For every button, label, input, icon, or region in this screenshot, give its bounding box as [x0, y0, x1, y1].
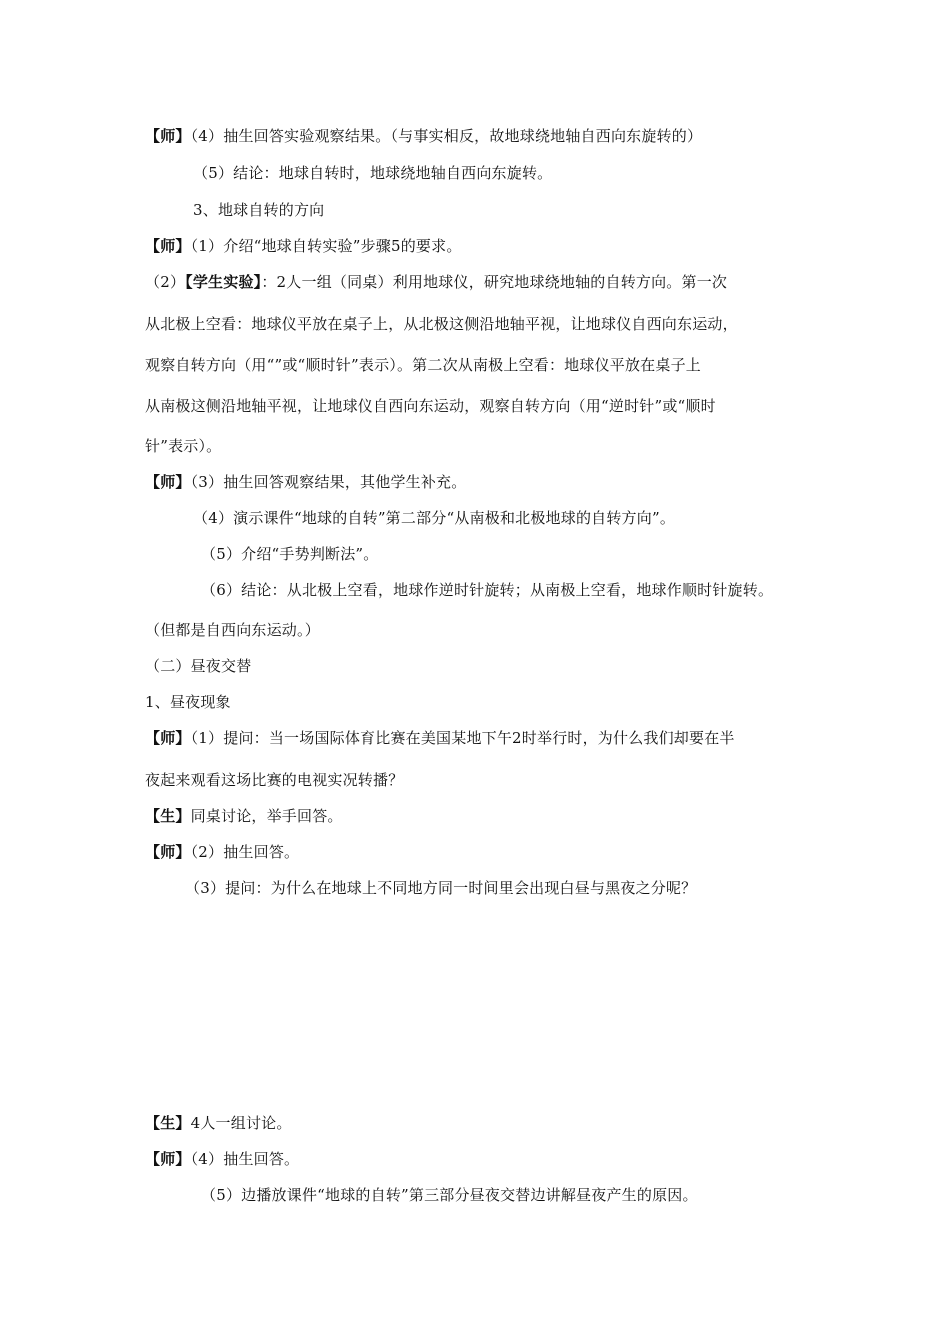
text-line — [145, 770, 403, 790]
section-heading — [145, 656, 251, 676]
text-line — [145, 472, 466, 492]
line-text: 从北极上空看：地球仪平放在桌子上，从北极这侧沿地轴平视，让地球仪自西向东运动， — [145, 315, 738, 333]
line-text: 夜起来观看这场比赛的电视实况转播？ — [145, 771, 404, 789]
speaker-tag: 【师】 — [145, 843, 191, 861]
text-line — [201, 1185, 698, 1205]
line-text: 4人一组讨论。 — [190, 1114, 292, 1132]
line-text: （5）结论：地球自转时，地球绕地轴自西向东旋转。 — [193, 164, 553, 182]
line-text: 观察自转方向（用“”或“顺时针”表示）。第二次从南极上空看：地球仪平放在桌子上 — [145, 356, 701, 374]
line-text: （3）提问：为什么在地球上不同地方同一时间里会出现白昼与黑夜之分呢？ — [185, 879, 697, 897]
text-line — [193, 163, 552, 183]
line-text: （5）边播放课件“地球的自转”第三部分昼夜交替边讲解昼夜产生的原因。 — [201, 1186, 698, 1204]
text-line — [145, 806, 343, 826]
text-line — [185, 878, 696, 898]
subsection-heading — [145, 692, 231, 712]
text-line — [201, 580, 773, 600]
line-text: （4）抽生回答实验观察结果。（与事实相反，故地球绕地轴自西向东旋转的） — [190, 127, 703, 145]
line-prefix: （2） — [145, 273, 186, 291]
line-text: （1）提问：当一场国际体育比赛在美国某地下午2时举行时，为什么我们却要在半 — [190, 729, 735, 747]
text-line — [145, 436, 221, 456]
text-line — [145, 236, 462, 256]
line-text: （4）演示课件“地球的自转”第二部分“从南极和北极地球的自转方向”。 — [193, 509, 676, 527]
text-line — [145, 126, 702, 146]
line-text: （2）抽生回答。 — [190, 843, 300, 861]
text-line — [145, 355, 701, 375]
speaker-tag: 【生】 — [145, 807, 191, 825]
text-line — [145, 842, 299, 862]
line-text: ：2人一组（同桌）利用地球仪，研究地球绕地轴的自转方向。第一次 — [261, 273, 728, 291]
text-line — [145, 728, 735, 748]
line-text: （4）抽生回答。 — [190, 1150, 300, 1168]
line-text: （但都是自西向东运动。） — [145, 621, 320, 639]
speaker-tag: 【师】 — [145, 473, 191, 491]
speaker-tag: 【师】 — [145, 1150, 191, 1168]
text-line — [145, 1113, 292, 1133]
line-text: 从南极这侧沿地轴平视，让地球仪自西向东运动，观察自转方向（用“逆时针”或“顺时 — [145, 397, 716, 415]
text-line — [145, 314, 738, 334]
text-line — [201, 544, 378, 564]
text-line — [193, 200, 324, 220]
line-text: 1、昼夜现象 — [145, 693, 231, 711]
speaker-tag: 【学生实验】 — [185, 273, 262, 291]
line-text: 同桌讨论，举手回答。 — [190, 807, 343, 825]
text-line — [145, 620, 320, 640]
line-text: （二）昼夜交替 — [145, 657, 252, 675]
text-line — [145, 396, 716, 416]
text-line — [145, 1149, 299, 1169]
line-text: 3、地球自转的方向 — [193, 201, 325, 219]
speaker-tag: 【师】 — [145, 127, 191, 145]
speaker-tag: 【生】 — [145, 1114, 191, 1132]
text-line — [193, 508, 675, 528]
text-line — [145, 272, 727, 292]
line-text: 针”表示）。 — [145, 437, 222, 455]
line-text: （6）结论：从北极上空看，地球作逆时针旋转；从南极上空看，地球作顺时针旋转。 — [201, 581, 774, 599]
line-text: （3）抽生回答观察结果，其他学生补充。 — [190, 473, 467, 491]
speaker-tag: 【师】 — [145, 729, 191, 747]
line-text: （1）介绍“地球自转实验”步骤5的要求。 — [190, 237, 462, 255]
line-text: （5）介绍“手势判断法”。 — [201, 545, 379, 563]
speaker-tag: 【师】 — [145, 237, 191, 255]
